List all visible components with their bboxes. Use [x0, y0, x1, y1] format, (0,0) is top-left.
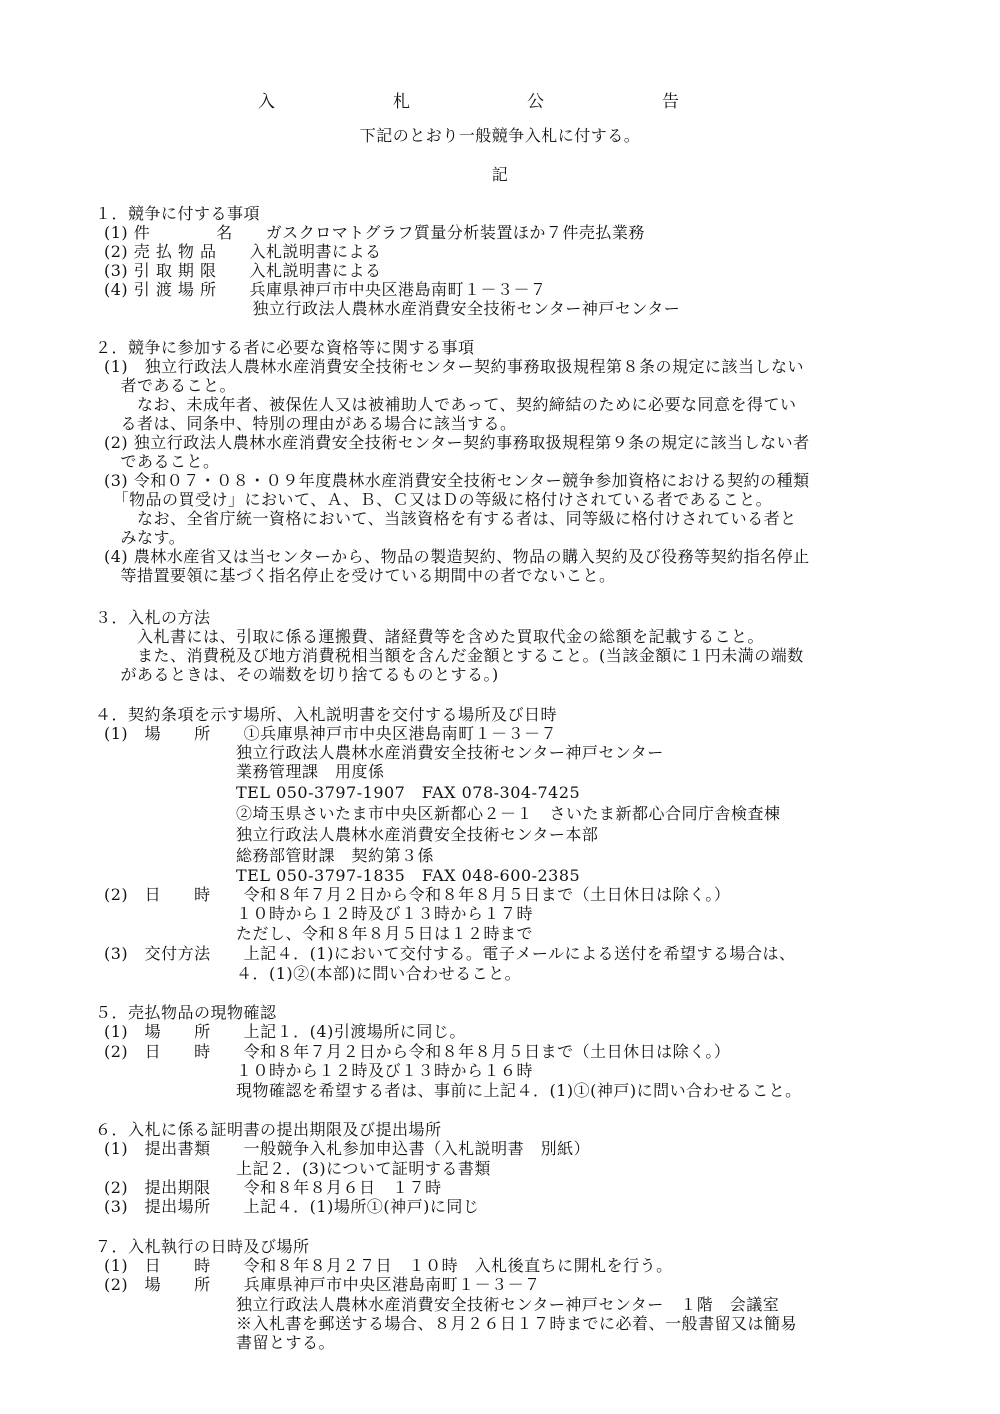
text-line: 総務部管財課 契約第３係: [104, 846, 435, 865]
text-line: 入札書には、引取に係る運搬費、諸経費等を含めた買取代金の総額を記載すること。: [104, 627, 765, 646]
title-char: 告: [662, 92, 679, 112]
text-line: (4) 引 渡 場 所 兵庫県神戸市中央区港島南町１－３－７: [104, 280, 547, 299]
section-heading-1: １．競争に付する事項: [95, 204, 261, 223]
text-line: 「物品の買受け」において、Ａ、Ｂ、Ｃ又はＤの等級に格付けされている者であること。: [104, 490, 773, 509]
title-char: 札: [393, 92, 410, 112]
text-line: (1) 場 所 上記１．(4)引渡場所に同じ。: [104, 1022, 466, 1041]
ki-heading: 記: [491, 165, 509, 184]
text-line: (2) 提出期限 令和８年８月６日 １７時: [104, 1178, 442, 1197]
section-heading-5: ５．売払物品の現物確認: [95, 1003, 277, 1022]
text-line: (2) 売 払 物 品 入札説明書による: [104, 242, 382, 261]
text-line: みなす。: [104, 528, 186, 547]
text-line: (1) 件 名 ガスクロマトグラフ質量分析装置ほか７件売払業務: [104, 223, 645, 242]
text-line: (1) 提出書類 一般競争入札参加申込書（入札説明書 別紙）: [104, 1139, 591, 1158]
text-line: 独立行政法人農林水産消費安全技術センター本部: [104, 825, 599, 844]
text-line: 独立行政法人農林水産消費安全技術センター神戸センター １階 会議室: [104, 1295, 780, 1314]
text-line: (1) 日 時 令和８年８月２７日 １０時 入札後直ちに開札を行う。: [104, 1256, 673, 1275]
text-line: なお、全省庁統一資格において、当該資格を有する者は、同等級に格付けされている者と: [104, 509, 797, 528]
intro-text: 下記のとおり一般競争入札に付する。: [359, 126, 641, 145]
text-line: (1) 独立行政法人農林水産消費安全技術センター契約事務取扱規程第８条の規定に該当しない: [104, 357, 805, 376]
section-heading-3: ３．入札の方法: [95, 608, 211, 627]
text-line: (1) 場 所 ①兵庫県神戸市中央区港島南町１－３－７: [104, 724, 558, 743]
text-line: ４．(1)②(本部)に問い合わせること。: [104, 964, 522, 983]
text-line: ※入札書を郵送する場合、８月２６日１７時までに必着、一般書留又は簡易: [104, 1314, 798, 1333]
text-line: 者であること。: [104, 376, 237, 395]
text-line: 等措置要領に基づく指名停止を受けている期間中の者でないこと。: [104, 566, 616, 585]
title-char: 入: [258, 92, 275, 112]
text-line: (2) 日 時 令和８年７月２日から令和８年８月５日まで（土日休日は除く。）: [104, 1042, 731, 1061]
text-line: TEL 050-3797-1835 FAX 048-600-2385: [104, 866, 581, 885]
text-line: ただし、令和８年８月５日は１２時まで: [104, 924, 534, 943]
section-heading-4: ４．契約条項を示す場所、入札説明書を交付する場所及び日時: [95, 705, 558, 724]
text-line: また、消費税及び地方消費税相当額を含んだ金額とすること。(当該金額に１円未満の端数: [104, 646, 804, 665]
section-heading-6: ６．入札に係る証明書の提出期限及び提出場所: [95, 1120, 442, 1139]
title-char: 公: [527, 92, 544, 112]
text-line: ②埼玉県さいたま市中央区新都心２－１ さいたま新都心合同庁舎検査棟: [104, 804, 781, 823]
text-line: る者は、同条中、特別の理由がある場合に該当する。: [104, 414, 517, 433]
text-line: であること。: [104, 452, 220, 471]
text-line: 現物確認を希望する者は、事前に上記４．(1)①(神戸)に問い合わせること。: [104, 1081, 802, 1100]
text-line: 独立行政法人農林水産消費安全技術センター神戸センター: [104, 743, 664, 762]
text-line: (2) 日 時 令和８年７月２日から令和８年８月５日まで（土日休日は除く。）: [104, 885, 731, 904]
section-heading-7: ７．入札執行の日時及び場所: [95, 1237, 310, 1256]
text-line: １０時から１２時及び１３時から１７時: [104, 904, 534, 923]
text-line: (4) 農林水産省又は当センターから、物品の製造契約、物品の購入契約及び役務等契約指名停止: [104, 547, 810, 566]
text-line: 独立行政法人農林水産消費安全技術センター神戸センター: [104, 299, 681, 318]
text-line: (3) 令和０７・０８・０９年度農林水産消費安全技術センター競争参加資格における契約の種類: [104, 471, 810, 490]
section-heading-2: ２．競争に参加する者に必要な資格等に関する事項: [95, 338, 475, 357]
text-line: 書留とする。: [104, 1333, 336, 1352]
text-line: 上記２．(3)について証明する書類: [104, 1159, 491, 1178]
text-line: (2) 独立行政法人農林水産消費安全技術センター契約事務取扱規程第９条の規定に該当しない者: [104, 433, 810, 452]
text-line: (2) 場 所 兵庫県神戸市中央区港島南町１－３－７: [104, 1275, 541, 1294]
text-line: (3) 交付方法 上記４．(1)において交付する。電子メールによる送付を希望する場合は、: [104, 944, 796, 963]
text-line: (3) 引 取 期 限 入札説明書による: [104, 261, 382, 280]
text-line: １０時から１２時及び１３時から１６時: [104, 1061, 534, 1080]
text-line: なお、未成年者、被保佐人又は被補助人であって、契約締結のために必要な同意を得てい: [104, 395, 797, 414]
text-line: 業務管理課 用度係: [104, 762, 385, 781]
text-line: (3) 提出場所 上記４．(1)場所①(神戸)に同じ: [104, 1197, 480, 1216]
text-line: があるときは、その端数を切り捨てるものとする。): [104, 665, 499, 684]
text-line: TEL 050-3797-1907 FAX 078-304-7425: [104, 783, 581, 802]
